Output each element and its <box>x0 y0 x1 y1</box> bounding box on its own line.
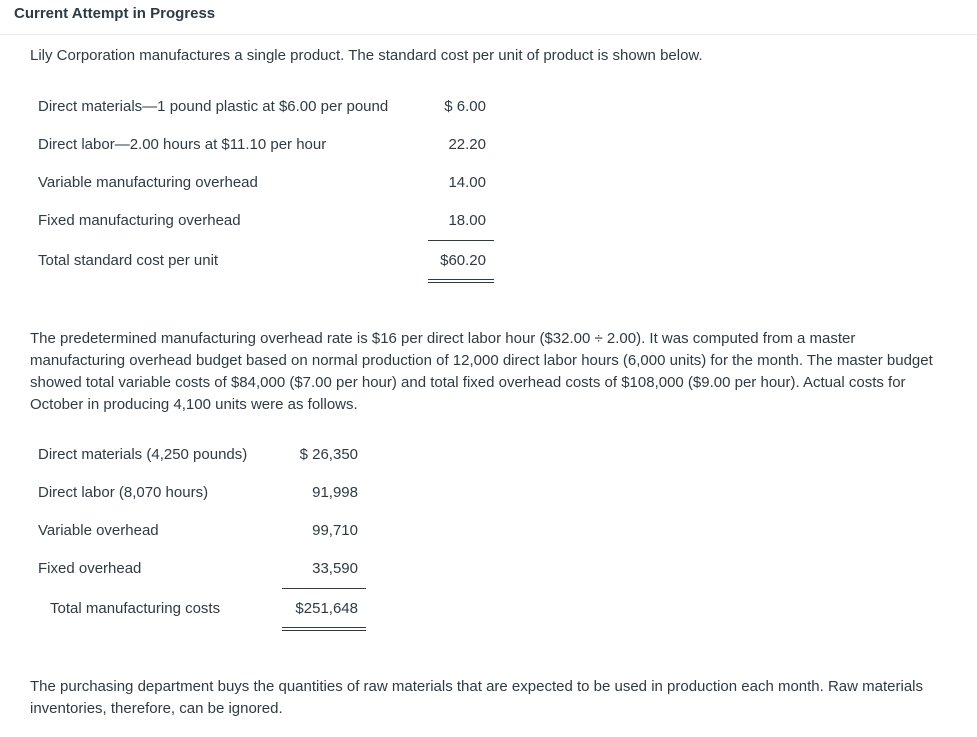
actual-cost-label: Fixed overhead <box>38 560 142 577</box>
overhead-rate-text: The predetermined manufacturing overhead rate is $16 per direct labor hour ($32.00 ÷ 2.00). It was computed from a master manufacturing overhead budget based on normal production of 12,000 direct labor hours (6,000 units) for the month. The master budget showed total variable costs of $84,000 ($7.00 per hour) and total fixed overhead costs of $108,000 ($9.00 per hour). Actual costs for October in producing 4,100 units were as follows. <box>30 330 933 413</box>
page-header <box>0 0 977 35</box>
standard-cost-value: 14.00 <box>448 174 486 191</box>
closing-text: The purchasing department buys the quantities of raw materials that are expected to be used in production each month. Raw materials inventories, therefore, can be ignored. <box>30 678 923 717</box>
page-title: Current Attempt in Progress <box>14 5 216 22</box>
intro-text: Lily Corporation manufactures a single product. The standard cost per unit of product is shown below. <box>30 47 703 64</box>
actual-cost-value: 33,590 <box>312 560 358 577</box>
subtotal-rule <box>428 240 494 241</box>
standard-cost-value: $ 6.00 <box>444 98 486 115</box>
standard-cost-value: 18.00 <box>448 212 486 229</box>
actual-cost-label: Variable overhead <box>38 522 159 539</box>
standard-cost-label: Variable manufacturing overhead <box>38 174 258 191</box>
standard-total-label: Total standard cost per unit <box>38 252 219 269</box>
standard-cost-label: Direct materials—1 pound plastic at $6.00 per pound <box>38 98 389 115</box>
actual-total-label: Total manufacturing costs <box>50 600 221 617</box>
actual-cost-label: Direct labor (8,070 hours) <box>38 484 209 501</box>
actual-cost-label: Direct materials (4,250 pounds) <box>38 446 248 463</box>
actual-total-value: $251,648 <box>295 600 358 617</box>
subtotal-rule <box>282 588 366 589</box>
total-double-rule <box>282 627 366 631</box>
actual-cost-value: 99,710 <box>312 522 358 539</box>
actual-cost-value: 91,998 <box>312 484 358 501</box>
standard-cost-label: Direct labor—2.00 hours at $11.10 per hour <box>38 136 327 153</box>
standard-cost-value: 22.20 <box>448 136 486 153</box>
total-double-rule <box>428 279 494 283</box>
standard-total-value: $60.20 <box>440 252 486 269</box>
actual-cost-value: $ 26,350 <box>299 446 358 463</box>
standard-cost-label: Fixed manufacturing overhead <box>38 212 241 229</box>
